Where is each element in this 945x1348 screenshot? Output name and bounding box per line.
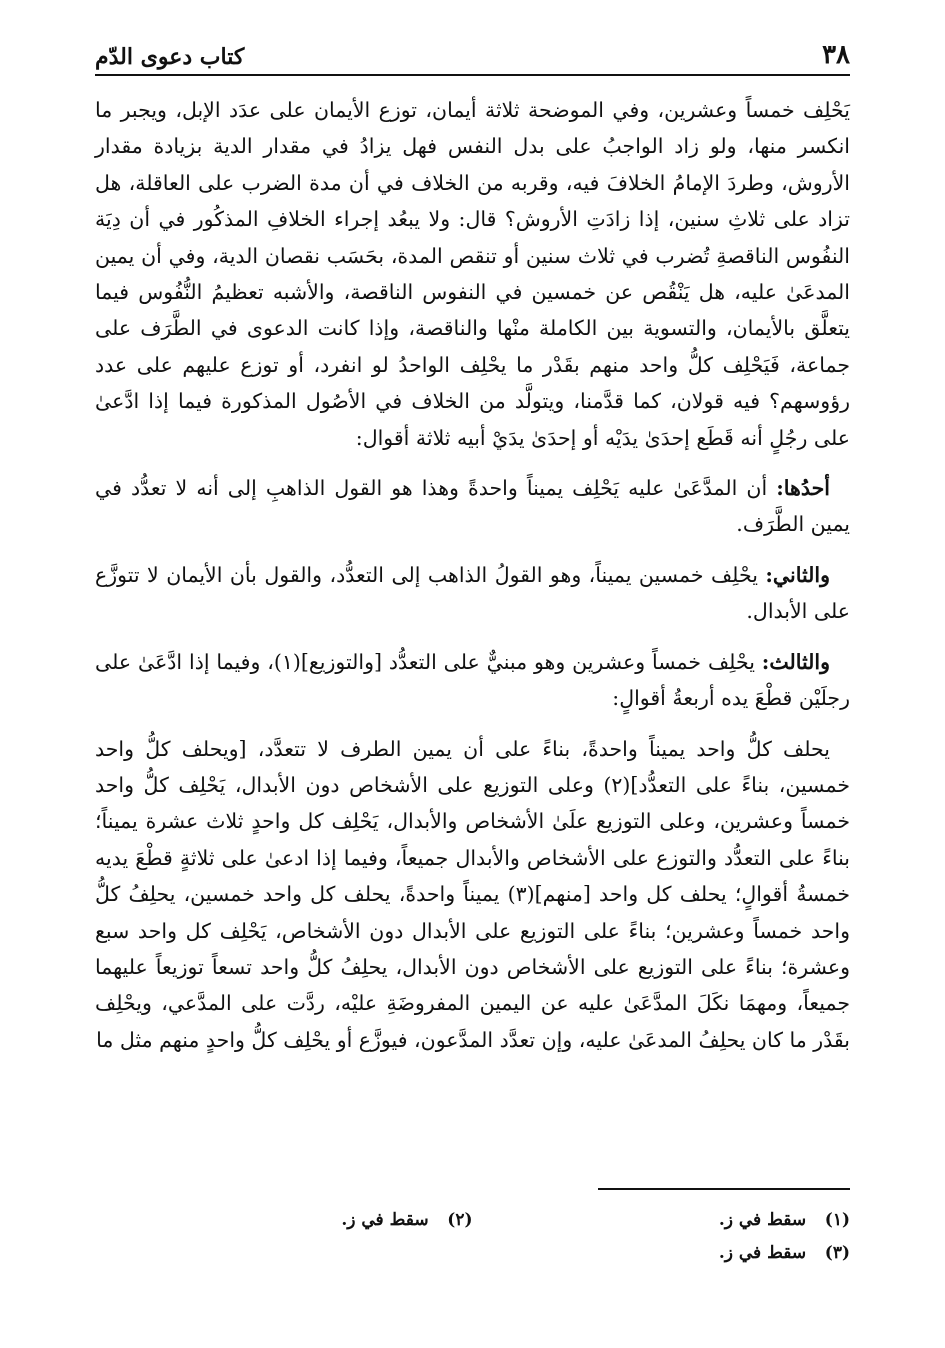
paragraph-5 <box>95 731 850 1059</box>
book-title: كتاب دعوى الدّم <box>95 44 245 70</box>
paragraph-text: يَحْلِف خمساً وعشرين، وفي الموضحة ثلاثة أيمان، توزع الأيمان على عدَد الإبل، ويجبر ما انكسر منها، ولو زاد الواجبُ على بدل النفس فهل يزادُ في مقدار الدية بزيادة مقدار الأروش، وطردَ الإمامُ الخلافَ فيه، وقربه من الخلاف في أن مدة الضرب على العاقلة، هل تزاد على ثلاثِ سنين، إذا زادَتِ الأروش؟ قال: ولا يبعُد إجراء الخلافِ المذكُور في أن دِيَة النفُوس الناقصةِ تُضرب في ثلاث سنين أو تنقص المدة، بحَسَب نقصان الدية، وفي أن يمين المدعَىٰ عليه، هل يَنْقُص عن خمسين في النفوس الناقصة، والأشبه تعظيمُ النُّفُوس فيما يتعلَّق بالأيمان، والتسوية بين الكاملة منْها والناقصة، وإذا كانت الدعوى في الطَّرَف على جماعة، فَيَحْلِف كلُّ واحد منهم بقَدْر ما يحْلِف الواحدُ لو انفرد، أو توزع عليهم على عدد رؤوسهم؟ فيه قولان، كما قدَّمنا، ويتولَّد من الخلاف في الأصُول المذكورة فيما إذا ادَّعىٰ على رجُلٍ أنه قَطَع إحدَىٰ يدَيْه أو إحدَىٰ يدَيْ أبيه ثلاثة أقوال: <box>95 98 850 450</box>
paragraph-lead: والثالث: <box>761 649 830 674</box>
main-text <box>95 92 850 1058</box>
footnote-text: سقط في ز. <box>341 1210 429 1230</box>
footnote-row <box>95 1204 850 1237</box>
paragraph-text: يحْلِف خمسين يميناً، وهو القولُ الذاهب إلى التعدُّد، والقول بأن الأيمان لا تتوزَّع على الأبدال. <box>95 562 850 624</box>
paragraph-text: يحْلِف خمساً وعشرين وهو مبنيٌّ على التعدُّد [والتوزيع](١)، وفيما إذا ادَّعَىٰ على رجلَيْن قطْعَ يده أربعةُ أقوالٍ: <box>95 649 850 711</box>
footnote-row <box>95 1237 850 1270</box>
running-header <box>95 30 850 76</box>
paragraph-lead: أحدُها: <box>776 476 830 501</box>
paragraph-text: يحلف كلُّ واحد يميناً واحدةً، بناءً على أن يمين الطرف لا تتعدَّد، [ويحلف كلُّ واحد خمسين، بناءً على التعدُّد](٢) وعلى التوزيع على الأشخاص دون الأبدال، يَحْلِف كلُّ واحد خمساً وعشرين، وعلى التوزيع علَىٰ الأشخاص والأبدال، يَحْلِف كل واحدٍ ثلاث عشرة يميناً؛ بناءً على التعدُّد والتوزع على الأشخاص والأبدال جميعاً، وفيما إذا ادعىٰ على ثلاثةٍ قطْعَ يديه خمسةُ أقوالٍ؛ يحلف كل واحد [منهم](٣) يميناً واحدةً، يحلف كل واحد خمسين، يحلِفُ كلُّ واحد خمساً وعشرين؛ بناءً على التوزيع على الأبدال دون الأشخاص، يَحْلِف كل واحد سبع وعشرة؛ بناءً على التوزيع على الأشخاص دون الأبدال، يحلِفُ كلُّ واحد تسعاً توزيعاً عليهما جميعاً، ومهمَا نكَلَ المدَّعَىٰ عليه عن اليمين المفروضَةِ عليْه، ردَّت على المدَّعي، ويحْلِف بقَدْر ما كان يحلِفُ المدعَىٰ عليه، وإن تعدَّد المدَّعون، فيوزَّع أو يحْلِف كلُّ واحدٍ منهم مثل ما <box>95 736 850 1052</box>
footnote-number: (٣) <box>824 1243 850 1263</box>
footnotes <box>95 1204 850 1270</box>
footnote-1 <box>473 1204 851 1237</box>
footnote-number: (١) <box>824 1210 850 1230</box>
paragraph-lead: والثاني: <box>765 562 830 587</box>
page-number: ٣٨ <box>822 40 850 70</box>
paragraph-1 <box>95 92 850 456</box>
footnote-2 <box>95 1204 473 1237</box>
footnote-divider <box>598 1188 850 1190</box>
footnote-3 <box>380 1237 850 1270</box>
paragraph-2 <box>95 470 850 543</box>
footnote-number: (٢) <box>447 1210 473 1230</box>
paragraph-4 <box>95 644 850 717</box>
paragraph-text: أن المدَّعَىٰ عليه يَحْلِف يميناً واحدةً وهذا هو القول الذاهبِ إلى أنه لا تعدُّد في يمين الطَّرَف. <box>95 476 850 537</box>
paragraph-3 <box>95 557 850 630</box>
footnote-text: سقط في ز. <box>718 1210 807 1230</box>
footnote-text: سقط في ز. <box>718 1243 807 1263</box>
